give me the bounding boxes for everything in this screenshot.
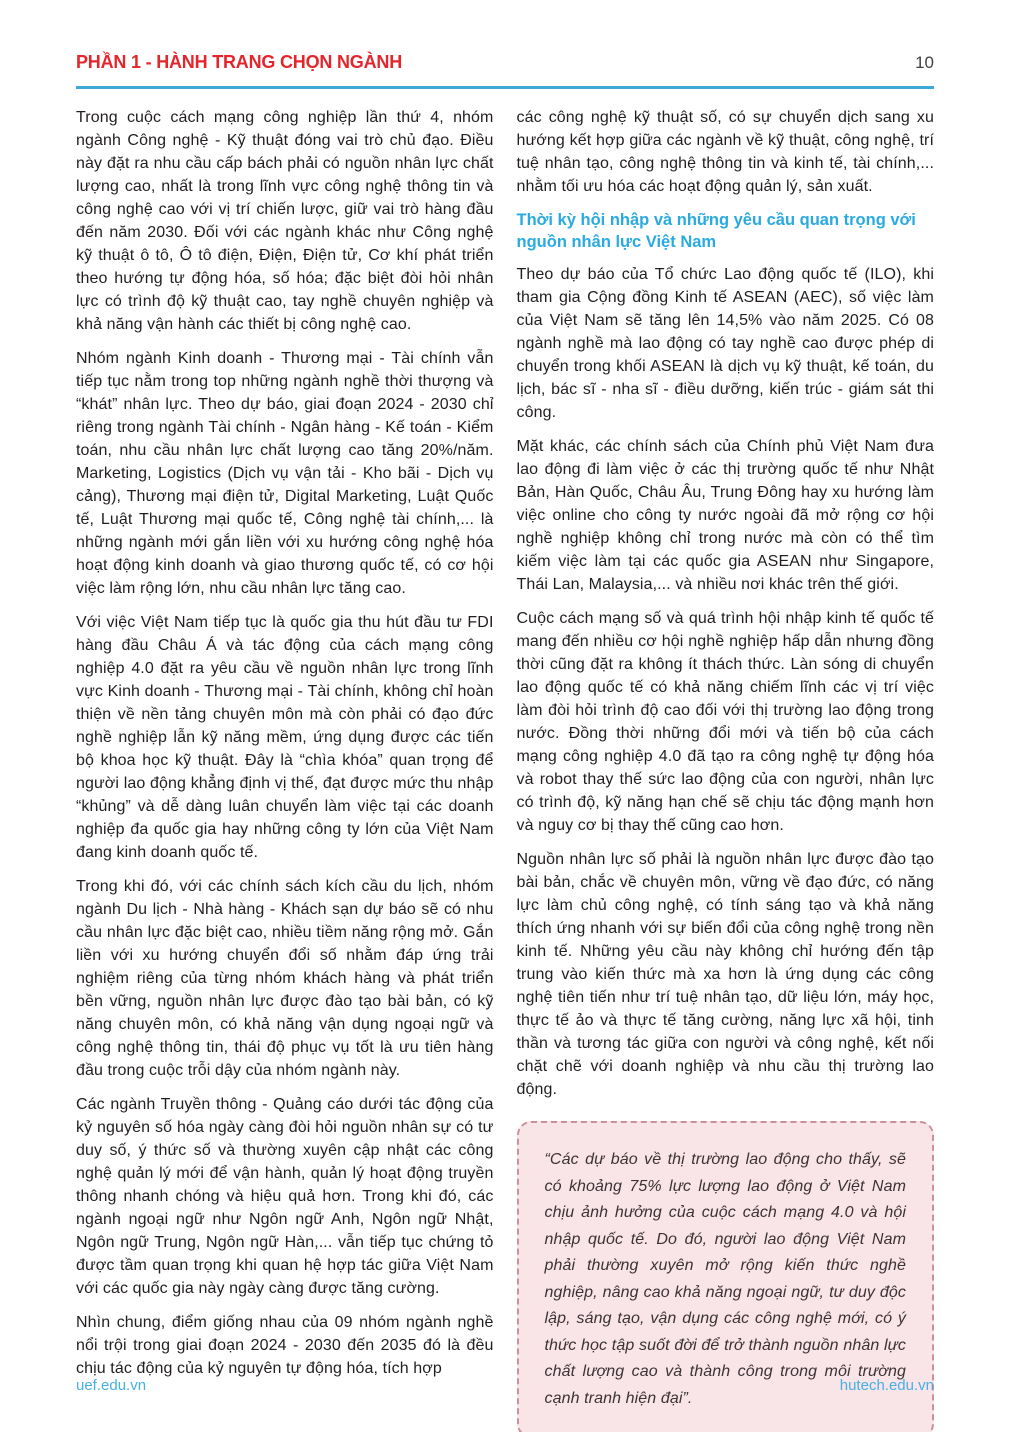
right-column — [517, 106, 935, 1432]
text-columns — [76, 106, 934, 1432]
footer-link-uef[interactable]: uef.edu.vn — [76, 1377, 147, 1394]
paragraph: Nhóm ngành Kinh doanh - Thương mại - Tài chính vẫn tiếp tục nằm trong top những ngành nghề thời thượng và “khát” nhân lực. Theo dự báo, giai đoạn 2024 - 2030 chỉ riêng trong ngành Tài chính - Ngân hàng - Kế toán - Kiểm toán, nhu cầu nhân lực chất lượng cao tăng 20%/năm. Marketing, Logistics (Dịch vụ vận tải - Kho bãi - Dịch vụ cảng), Thương mại điện tử, Digital Marketing, Luật Quốc tế, Luật Thương mại quốc tế, Công nghệ tài chính,... là những ngành mới gắn liền với xu hướng công nghệ hóa hoạt động kinh doanh và giao thương quốc tế, có cơ hội việc làm rộng lớn, nhu cầu nhân lực tăng cao. — [76, 350, 494, 597]
section-heading: Thời kỳ hội nhập và những yêu cầu quan trọng với nguồn nhân lực Việt Nam — [516, 211, 916, 251]
paragraph: Các ngành Truyền thông - Quảng cáo dưới tác động của kỷ nguyên số hóa ngày càng đòi hỏi nguồn nhân sự có tư duy số, ý thức số và thường xuyên cập nhật các công nghệ quản lý mới để vận hành, quản lý hoạt động truyền thông nhanh chóng và hiệu quả hơn. Trong khi đó, các ngành ngoại ngữ như Ngôn ngữ Anh, Ngôn ngữ Nhật, Ngôn ngữ Trung, Ngôn ngữ Hàn,... vẫn tiếp tục chứng tỏ được tầm quan trọng khi quan hệ hợp tác giữa Việt Nam với các quốc gia này ngày càng được tăng cường. — [76, 1096, 494, 1297]
paragraph: Nhìn chung, điểm giống nhau của 09 nhóm ngành nghề nổi trội trong giai đoạn 2024 - 2030 đến 2035 đó là đều chịu tác động của kỷ nguyên tự động hóa, tích hợp — [76, 1314, 494, 1377]
paragraph: Trong khi đó, với các chính sách kích cầu du lịch, nhóm ngành Du lịch - Nhà hàng - Khách sạn dự báo sẽ có nhu cầu nhân lực đặc biệt cao, nhiều tiềm năng rộng mở. Gắn liền với xu hướng chuyển đổi số nhằm đáp ứng trải nghiệm riêng của từng nhóm khách hàng và phát triển bền vững, nguồn nhân lực được đào tạo bài bản, có kỹ năng chuyên môn, có khả năng vận dụng ngoại ngữ và công nghệ thông tin, thái độ phục vụ tốt là ưu tiên hàng đầu trong cuộc trỗi dậy của nhóm ngành này. — [76, 878, 494, 1079]
header-rule — [76, 86, 934, 89]
paragraph: Trong cuộc cách mạng công nghiệp lần thứ 4, nhóm ngành Công nghệ - Kỹ thuật đóng vai trò chủ đạo. Điều này đặt ra nhu cầu cấp bách phải có nguồn nhân lực chất lượng cao, nhất là trong lĩnh vực công nghệ thông tin và công nghệ cao với vị trí chiến lược, giữ vai trò hàng đầu đến năm 2030. Đối với các ngành khác như Công nghệ kỹ thuật ô tô, Ô tô điện, Điện, Điện tử, Cơ khí phát triển theo hướng tự động hóa, số hóa; đặc biệt đòi hỏi nhân lực có trình độ kỹ thuật cao, tay nghề chuyên nghiệp và khả năng vận hành các thiết bị công nghệ cao. — [76, 109, 494, 333]
page-number: 10 — [915, 53, 934, 72]
paragraph: các công nghệ kỹ thuật số, có sự chuyển dịch sang xu hướng kết hợp giữa các ngành về kỹ thuật, công nghệ, trí tuệ nhân tạo, công nghệ thông tin và kinh tế, tài chính,... nhằm tối ưu hóa các hoạt động quản lý, sản xuất. — [516, 109, 934, 195]
paragraph: Cuộc cách mạng số và quá trình hội nhập kinh tế quốc tế mang đến nhiều cơ hội nghề nghiệp hấp dẫn nhưng đồng thời cũng đặt ra không ít thách thức. Làn sóng di chuyển lao động quốc tế có khả năng chiếm lĩnh các vị trí việc làm đòi hỏi trình độ cao đối với thị trường lao động trong nước. Đồng thời những đổi mới và tiến bộ của cách mạng công nghiệp 4.0 đã tạo ra công nghệ tự động hóa và robot thay thế sức lao động của con người, nhân lực có trình độ, kỹ năng hạn chế sẽ chịu tác động mạnh hơn và nguy cơ bị thay thế cũng cao hơn. — [516, 610, 934, 834]
paragraph: Nguồn nhân lực số phải là nguồn nhân lực được đào tạo bài bản, chắc về chuyên môn, vững về đạo đức, có năng lực làm chủ công nghệ, có tính sáng tạo và khả năng thích ứng nhanh với sự biến đổi của công nghệ trong nền kinh tế. Những yêu cầu này không chỉ hướng đến tập trung vào kiến thức mà xa hơn là ứng dụng các công nghệ tiên tiến như trí tuệ nhân tạo, dữ liệu lớn, máy học, thực tế ảo và thực tế tăng cường, năng lực xã hội, tinh thần và tương tác giữa con người và công nghệ, kết nối chặt chẽ với doanh nghiệp và nhu cầu thị trường lao động. — [516, 851, 934, 1098]
paragraph: Theo dự báo của Tổ chức Lao động quốc tế (ILO), khi tham gia Cộng đồng Kinh tế ASEAN (AEC), số việc làm của Việt Nam sẽ tăng lên 14,5% vào năm 2025. Có 08 ngành nghề mà lao động có tay nghề cao được phép di chuyển trong khối ASEAN là dịch vụ kỹ thuật, kế toán, du lịch, bác sĩ - nha sĩ - điều dưỡng, kiến trúc - giám sát thi công. — [516, 266, 934, 421]
page-title: PHẦN 1 - HÀNH TRANG CHỌN NGÀNH — [76, 52, 402, 72]
paragraph: Với việc Việt Nam tiếp tục là quốc gia thu hút đầu tư FDI hàng đầu Châu Á và tác động của cách mạng công nghiệp 4.0 đặt ra yêu cầu về nguồn nhân lực trong lĩnh vực Kinh doanh - Thương mại - Tài chính, không chỉ hoàn thiện về nền tảng chuyên môn mà còn phải có đạo đức nghề nghiệp lẫn kỹ năng mềm, ứng dụng được các tiến bộ khoa học kỹ thuật. Đây là “chìa khóa” quan trọng để người lao động khẳng định vị thế, đạt được mức thu nhập “khủng” và dễ dàng luân chuyển làm việc tại các doanh nghiệp đa quốc gia hay những công ty lớn của Việt Nam đang kinh doanh quốc tế. — [76, 614, 494, 861]
page-footer — [76, 1377, 934, 1394]
paragraph: Mặt khác, các chính sách của Chính phủ Việt Nam đưa lao động đi làm việc ở các thị trường quốc tế như Nhật Bản, Hàn Quốc, Châu Âu, Trung Đông hay xu hướng làm việc online cho công ty nước ngoài đã mở rộng cơ hội nghề nghiệp không chỉ trong nước mà còn có thể tìm kiếm việc làm tại các quốc gia ASEAN như Singapore, Thái Lan, Malaysia,... và nhiều nơi khác trên thế giới. — [516, 438, 934, 593]
footer-link-hutech[interactable]: hutech.edu.vn — [839, 1377, 934, 1394]
left-column — [76, 106, 494, 1432]
quote-text: “Các dự báo về thị trường lao động cho thấy, sẽ có khoảng 75% lực lượng lao động ở Việt Nam chịu ảnh hưởng của cuộc cách mạng 4.0 và hội nhập quốc tế. Do đó, người lao động Việt Nam phải thường xuyên mở rộng kiến thức nghề nghiệp, nâng cao khả năng ngoại ngữ, tư duy độc lập, sáng tạo, vận dụng các công nghệ mới, có ý thức học tập suốt đời để trở thành nguồn nhân lực chất lượng cao và thành công trong môi trường cạnh tranh hiện đại”. — [544, 1151, 906, 1407]
page-header — [76, 52, 934, 73]
